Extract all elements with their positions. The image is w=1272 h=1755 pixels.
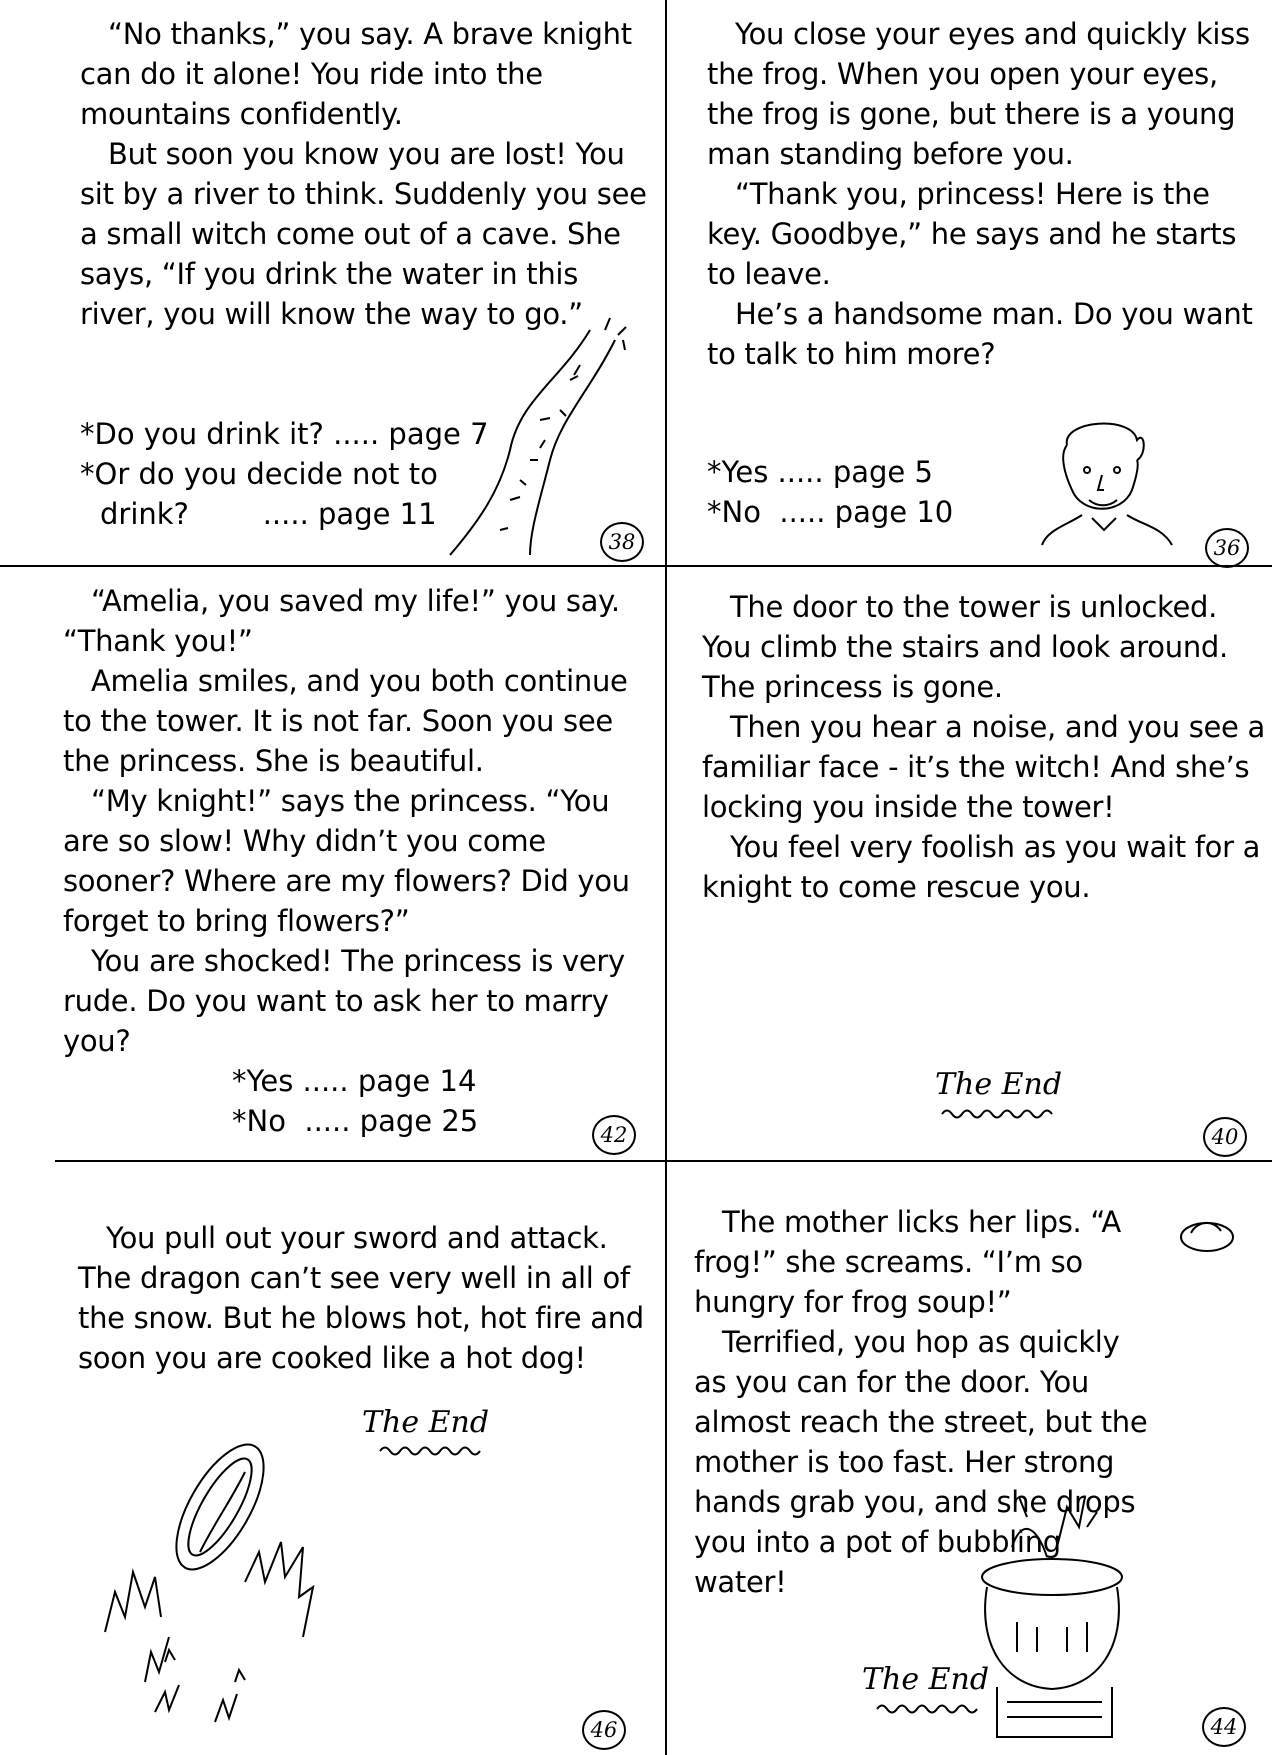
page-number-badge: 36 bbox=[1205, 528, 1249, 568]
paragraph: Amelia smiles, and you both continue to the tower. It is not far. Soon you see the princess. She is beautiful. bbox=[63, 664, 628, 778]
paragraph: The door to the tower is unlocked. You climb the stairs and look around. The princess is gone. bbox=[702, 590, 1228, 704]
page-text bbox=[707, 14, 1267, 374]
choice-1: *Do you drink it? ..... page 7 bbox=[80, 417, 489, 451]
the-end-label: The End bbox=[862, 1662, 990, 1697]
paragraph: The mother licks her lips. “A frog!” she screams. “I’m so hungry for frog soup!” bbox=[694, 1205, 1121, 1319]
page-number-badge: 46 bbox=[582, 1710, 626, 1750]
choice-2-cont: drink? ..... page 11 bbox=[100, 497, 437, 531]
paragraph: You pull out your sword and attack. The dragon can’t see very well in all of the snow. But he blows hot, hot fire and soon you are cooked like a hot dog! bbox=[78, 1221, 644, 1375]
paragraph: “Thank you, princess! Here is the key. Goodbye,” he says and he starts to leave. bbox=[707, 177, 1237, 291]
story-page-42 bbox=[0, 567, 665, 1160]
page-text bbox=[80, 14, 650, 334]
story-page-38 bbox=[0, 0, 665, 565]
choice-1: *Yes ..... page 14 bbox=[232, 1064, 477, 1098]
story-page-40 bbox=[667, 567, 1272, 1160]
hot-dog-fire-icon bbox=[95, 1432, 345, 1752]
paragraph: You close your eyes and quickly kiss the frog. When you open your eyes, the frog is gone, but there is a young man standing before you. bbox=[707, 17, 1250, 171]
paragraph: Terrified, you hop as quickly as you can for the door. You almost reach the street, but the mother is too fast. Her strong hands grab you, and she drops you into a pot of bubbling water! bbox=[694, 1325, 1148, 1599]
paragraph: Then you hear a noise, and you see a familiar face - it’s the witch! And she’s locking you inside the tower! bbox=[702, 710, 1265, 824]
page-number-badge: 40 bbox=[1203, 1117, 1247, 1157]
paragraph: “No thanks,” you say. A brave knight can do it alone! You ride into the mountains confidently. bbox=[80, 17, 632, 131]
page-number-badge: 42 bbox=[592, 1115, 636, 1155]
paragraph: He’s a handsome man. Do you want to talk to him more? bbox=[707, 297, 1253, 371]
young-man-icon bbox=[1037, 415, 1177, 555]
page-text bbox=[63, 581, 663, 1061]
choice-2: *Or do you decide not to bbox=[80, 457, 438, 491]
paragraph: But soon you know you are lost! You sit by a river to think. Suddenly you see a small witch come out of a cave. She says, “If you drink the water in this river, you will know the way to go.” bbox=[80, 137, 647, 331]
choice-2: *No ..... page 25 bbox=[232, 1104, 479, 1138]
story-page-36 bbox=[667, 0, 1272, 565]
paragraph: “My knight!” says the princess. “You are so slow! Why didn’t you come sooner? Where are my flowers? Did you forget to bring flowers?” bbox=[63, 784, 630, 938]
cooking-pot-icon bbox=[967, 1417, 1147, 1747]
squiggle-icon bbox=[942, 1107, 1062, 1121]
the-end-label: The End bbox=[362, 1405, 490, 1440]
paragraph: You are shocked! The princess is very rude. Do you want to ask her to marry you? bbox=[63, 944, 625, 1058]
page-text bbox=[702, 587, 1267, 907]
page-number-badge: 38 bbox=[600, 522, 644, 562]
story-page-44 bbox=[667, 1162, 1272, 1755]
story-page-46 bbox=[0, 1162, 665, 1755]
squiggle-icon bbox=[380, 1444, 500, 1458]
paragraph: “Amelia, you saved my life!” you say. “Thank you!” bbox=[63, 584, 620, 658]
frog-in-bowl-icon bbox=[1177, 1207, 1237, 1257]
paragraph: You feel very foolish as you wait for a knight to come rescue you. bbox=[702, 830, 1261, 904]
choice-1: *Yes ..... page 5 bbox=[707, 455, 933, 489]
page-text bbox=[78, 1218, 663, 1378]
the-end-label: The End bbox=[935, 1067, 1063, 1102]
page-number-badge: 44 bbox=[1202, 1707, 1246, 1747]
choice-2: *No ..... page 10 bbox=[707, 495, 954, 529]
squiggle-icon bbox=[877, 1702, 997, 1716]
